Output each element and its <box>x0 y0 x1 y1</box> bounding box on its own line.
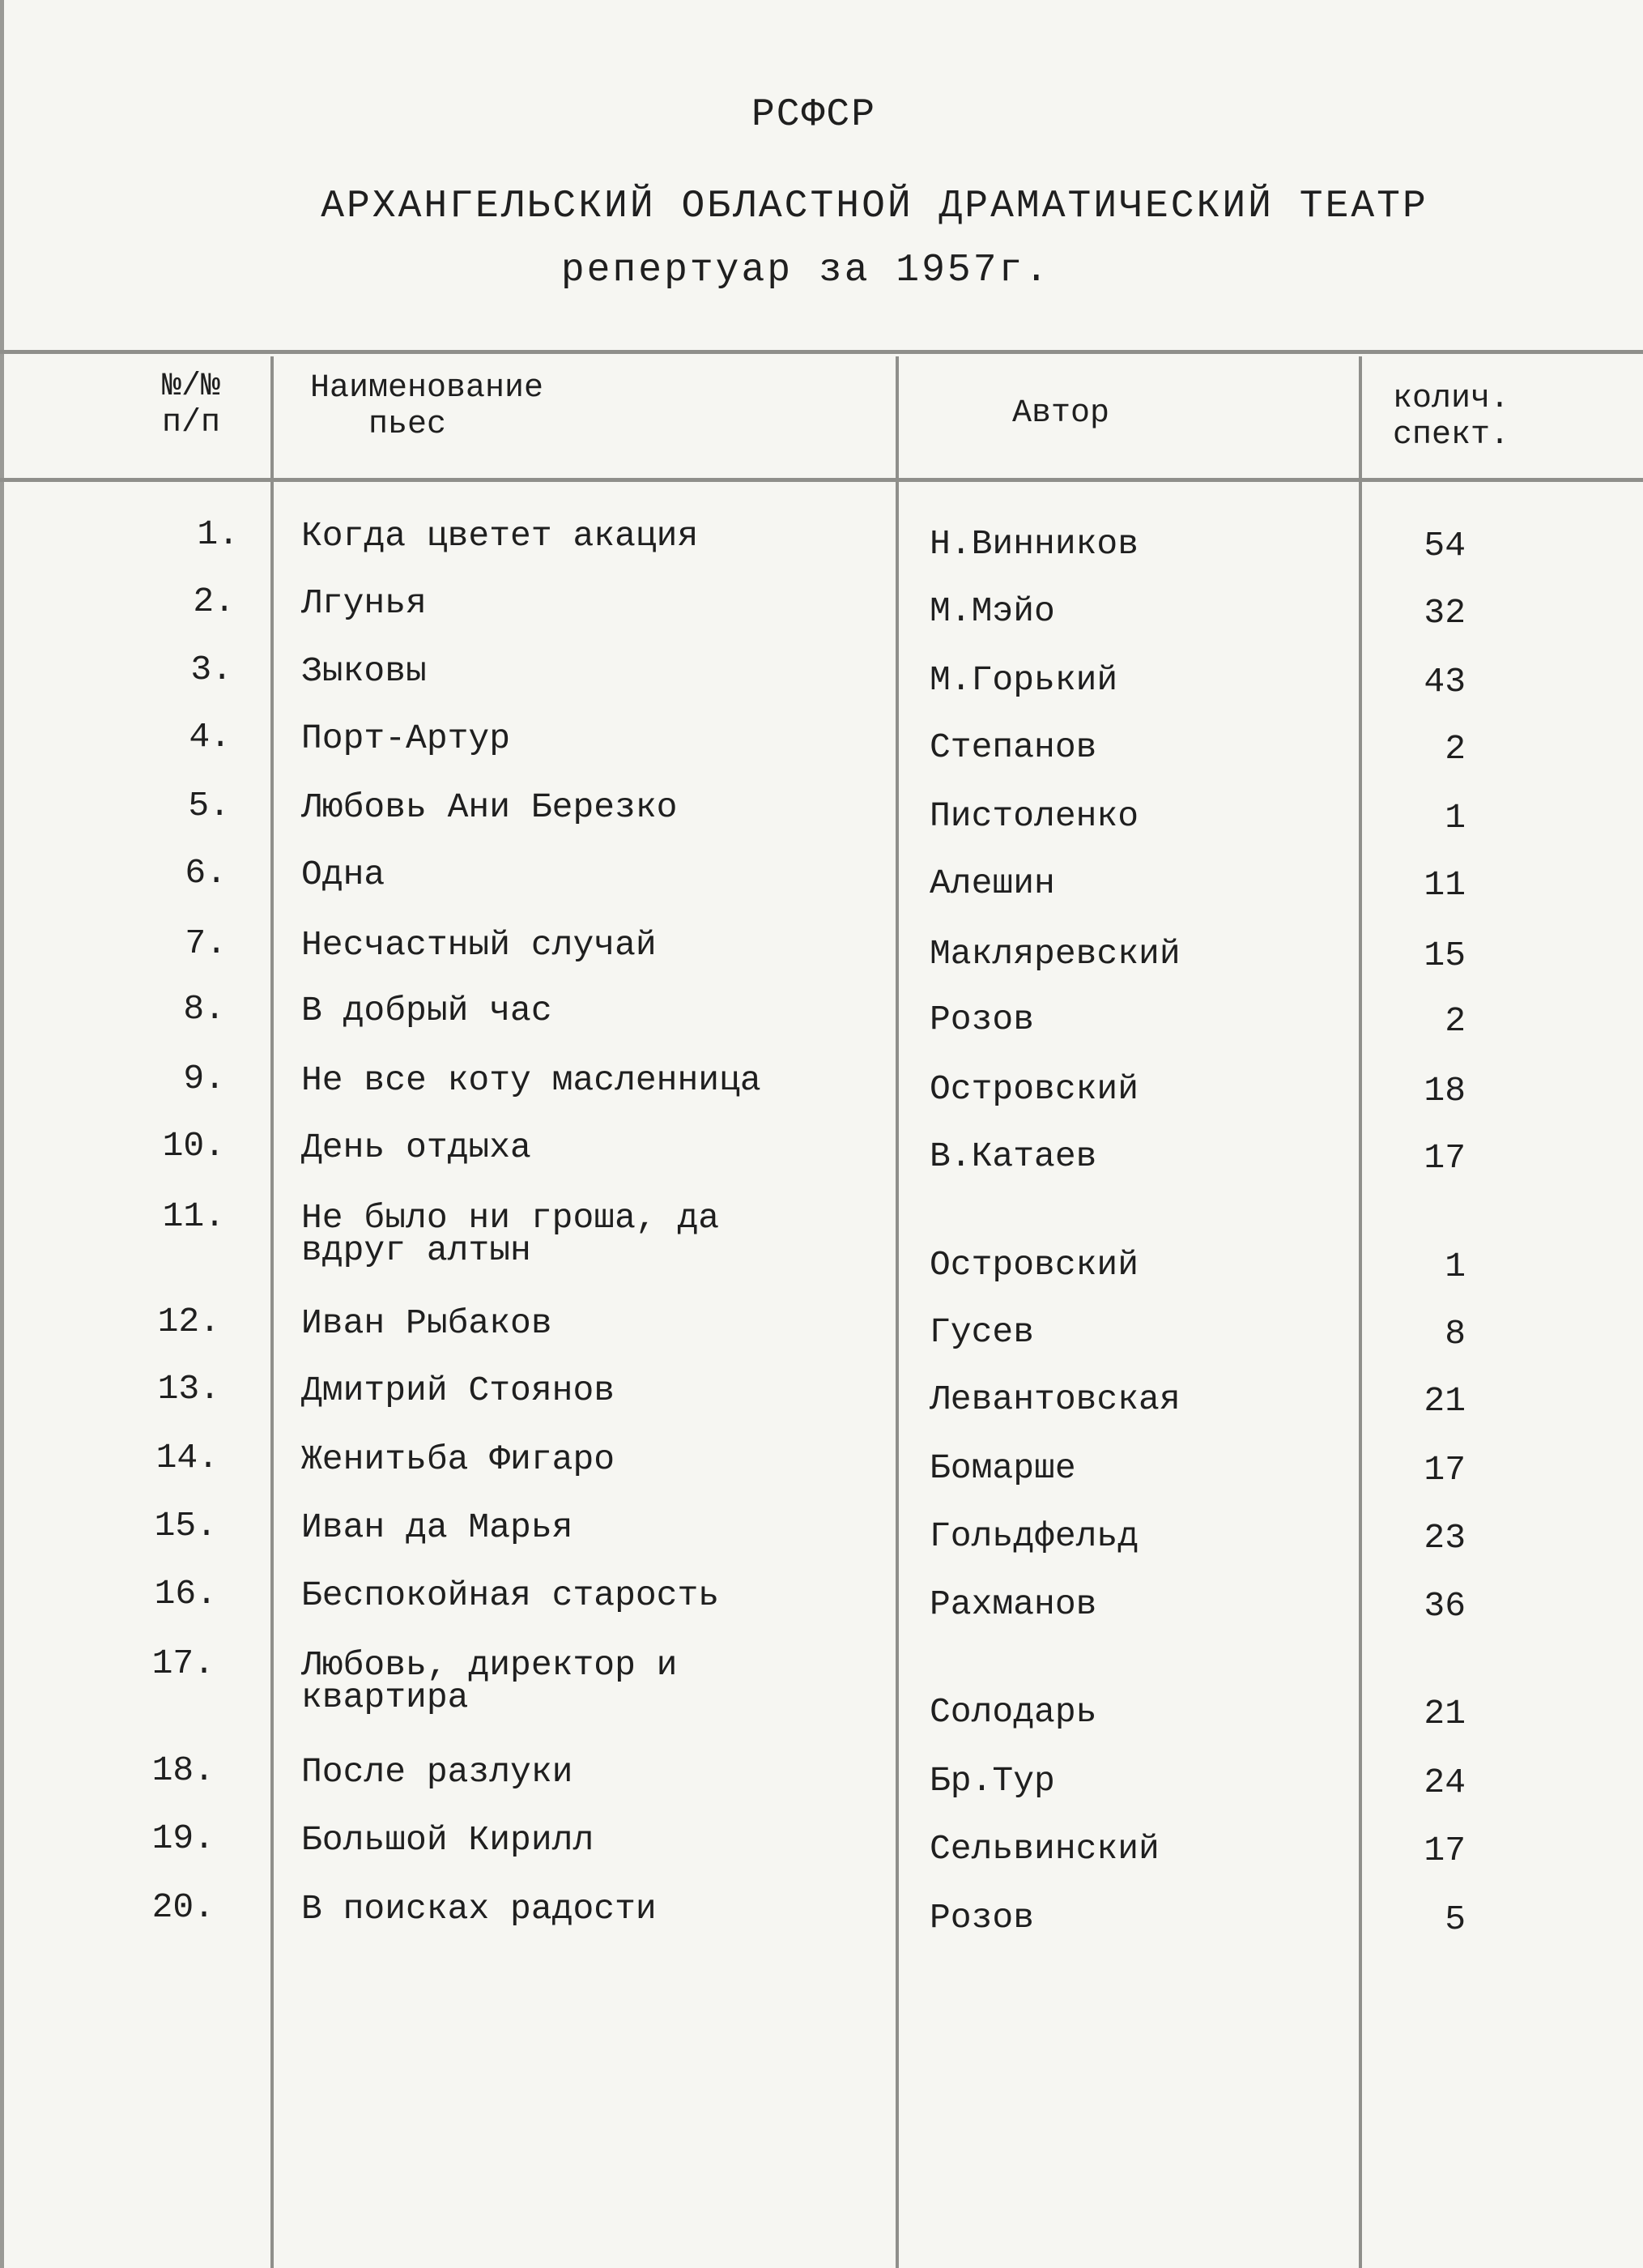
column-header-play: Наименование пьес <box>310 370 544 443</box>
play-title: Порт-Артур <box>301 718 511 758</box>
page-edge <box>0 0 4 2268</box>
column-divider-1 <box>270 356 274 2268</box>
row-number: 14. <box>155 1438 219 1477</box>
play-author: Алешин <box>930 863 1055 903</box>
performance-count: 8 <box>1445 1314 1466 1354</box>
column-divider-2 <box>896 356 899 2268</box>
play-title: В добрый час <box>301 991 552 1030</box>
play-title: Зыковы <box>301 651 427 691</box>
play-author: Пистоленко <box>930 796 1139 836</box>
play-title: Беспокойная старость <box>301 1575 720 1615</box>
performance-count: 21 <box>1424 1694 1466 1733</box>
play-title: Любовь, директор и квартира <box>301 1645 678 1717</box>
play-title: После разлуки <box>301 1752 573 1792</box>
play-author: Рахманов <box>930 1584 1097 1624</box>
column-header-count: колич. спект. <box>1393 381 1510 454</box>
play-title: День отдыха <box>301 1128 531 1167</box>
play-title: Женитьба Фигаро <box>301 1439 615 1479</box>
row-number: 1. <box>197 514 239 554</box>
table-top-rule <box>0 350 1643 354</box>
play-author: Островский <box>930 1069 1139 1109</box>
performance-count: 54 <box>1424 526 1466 565</box>
column-header-number: №/№ п/п <box>162 369 221 441</box>
row-number: 2. <box>193 582 235 621</box>
performance-count: 1 <box>1445 798 1466 838</box>
column-header-author: Автор <box>1012 395 1110 432</box>
play-author: Степанов <box>930 727 1097 767</box>
performance-count: 11 <box>1424 865 1466 905</box>
performance-count: 18 <box>1424 1071 1466 1111</box>
play-author: Островский <box>930 1245 1139 1285</box>
performance-count: 15 <box>1424 936 1466 975</box>
row-number: 19. <box>151 1818 215 1858</box>
row-number: 20. <box>151 1887 215 1927</box>
performance-count: 5 <box>1445 1899 1466 1939</box>
play-author: Макляревский <box>930 934 1181 974</box>
play-author: Солодарь <box>930 1692 1097 1732</box>
play-author: В.Катаев <box>930 1136 1097 1176</box>
performance-count: 23 <box>1424 1518 1466 1558</box>
play-author: Розов <box>930 1898 1035 1938</box>
play-title: Несчастный случай <box>301 925 657 965</box>
row-number: 3. <box>190 650 232 689</box>
play-title: Любовь Ани Березко <box>301 787 678 827</box>
play-title: В поисках радости <box>301 1889 657 1929</box>
row-number: 12. <box>157 1302 220 1341</box>
row-number: 11. <box>162 1196 225 1236</box>
row-number: 17. <box>151 1643 215 1683</box>
play-author: М.Горький <box>930 660 1118 700</box>
table-header-rule <box>0 478 1643 482</box>
play-author: Н.Винников <box>930 524 1139 564</box>
play-author: Бр.Тур <box>930 1761 1055 1801</box>
play-title: Иван да Марья <box>301 1507 573 1547</box>
play-title: Лгунья <box>301 583 427 623</box>
play-author: Гусев <box>930 1312 1035 1352</box>
play-title: Когда цветет акация <box>301 516 699 556</box>
play-author: Гольдфельд <box>930 1516 1139 1556</box>
row-number: 18. <box>151 1750 215 1790</box>
performance-count: 43 <box>1424 662 1466 701</box>
republic-heading: РСФСР <box>751 93 877 137</box>
performance-count: 17 <box>1424 1450 1466 1490</box>
row-number: 4. <box>189 717 231 757</box>
play-author: Бомарше <box>930 1448 1076 1488</box>
play-title: Одна <box>301 855 385 894</box>
play-title: Иван Рыбаков <box>301 1303 552 1343</box>
performance-count: 2 <box>1445 729 1466 769</box>
performance-count: 1 <box>1445 1247 1466 1286</box>
row-number: 8. <box>183 989 225 1029</box>
play-author: Сельвинский <box>930 1829 1160 1869</box>
row-number: 7. <box>185 923 227 963</box>
play-title: Большой Кирилл <box>301 1820 594 1860</box>
performance-count: 2 <box>1445 1001 1466 1041</box>
performance-count: 21 <box>1424 1381 1466 1421</box>
play-author: Левантовская <box>930 1379 1181 1419</box>
row-number: 9. <box>183 1059 225 1098</box>
play-title: Не все коту масленница <box>301 1060 761 1100</box>
row-number: 13. <box>157 1369 220 1409</box>
row-number: 10. <box>162 1126 225 1166</box>
play-title: Не было ни гроша, да вдруг алтын <box>301 1198 720 1270</box>
column-divider-3 <box>1359 356 1362 2268</box>
repertoire-heading: репертуар за 1957г. <box>560 249 1051 292</box>
row-number: 15. <box>154 1506 217 1545</box>
row-number: 16. <box>154 1574 217 1614</box>
performance-count: 24 <box>1424 1763 1466 1802</box>
play-author: М.Мэйо <box>930 591 1055 631</box>
play-author: Розов <box>930 1000 1035 1039</box>
row-number: 5. <box>188 786 230 825</box>
play-title: Дмитрий Стоянов <box>301 1371 615 1410</box>
row-number: 6. <box>185 853 227 893</box>
performance-count: 17 <box>1424 1831 1466 1870</box>
theatre-heading: АРХАНГЕЛЬСКИЙ ОБЛАСТНОЙ ДРАМАТИЧЕСКИЙ ТЕАТР <box>321 185 1428 228</box>
performance-count: 36 <box>1424 1586 1466 1626</box>
performance-count: 32 <box>1424 593 1466 633</box>
performance-count: 17 <box>1424 1138 1466 1178</box>
